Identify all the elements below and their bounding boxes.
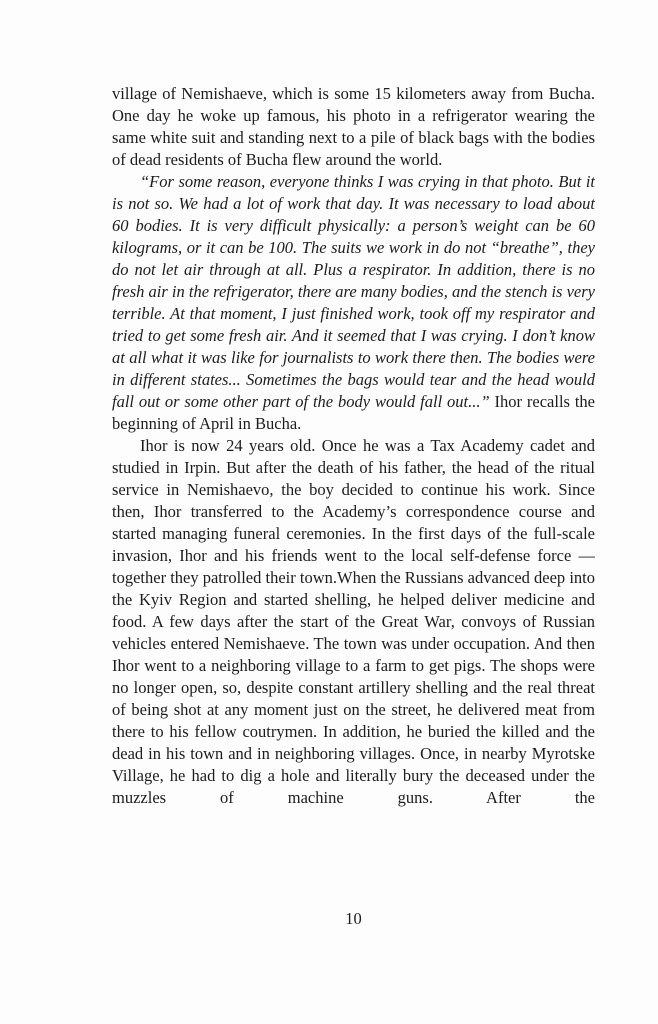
paragraph-biography: Ihor is now 24 years old. Once he was a Tax Academy cadet and studied in Irpin. But after the death of his father, the head of the ritual service in Nemishaevo, the boy decided to continue his work. Since then, Ihor transferred to the Academy’s correspondence course and started managing funeral ceremonies. In the first days of the full-scale invasion, Ihor and his friends went to the local self-defense force —together they patrolled their town.When the Russians advanced deep into the Kyiv Region and started shelling, he helped deliver medicine and food. A few days after the start of the Great War, convoys of Russian vehicles entered Nemishaeve. The town was under occupation. And then Ihor went to a neighboring village to a farm to get pigs. The shops were no longer open, so, despite constant artillery shelling and the real threat of being shot at any moment just on the street, he delivered meat from there to his fellow coutrymen. In addition, he buried the killed and the dead in his town and in neighboring villages. Once, in nearby Myrotske Village, he had to dig a hole and literally bury the deceased under the muzzles of machine guns. After the	[112, 436, 595, 807]
paragraph-quote	[112, 171, 595, 435]
quote-attribution-text: Ihor recalls the beginning of April in Bucha.	[112, 392, 595, 433]
quote-italic-text: “For some reason, everyone thinks I was crying in that photo. But it is not so. We had a lot of work that day. It was necessary to load about 60 bodies. It is very difficult physically: a person’s weight can be 60 kilograms, or it can be 100. The suits we work in do not “breathe”, they do not let air through at all. Plus a respirator. In addition, there is no fresh air in the refrigerator, there are many bodies, and the stench is very terrible. At that moment, I just finished work, took off my respirator and tried to get some fresh air. And it seemed that I was crying. I don’t know at all what it was like for journalists to work there then. The bodies were in different states... Sometimes the bags would tear and the head would fall out or some other part of the body would fall out...”	[112, 172, 595, 411]
page-number: 10	[345, 909, 362, 928]
page-text	[112, 83, 595, 897]
paragraph-continuation: village of Nemishaeve, which is some 15 kilometers away from Bucha. One day he woke up famous, his photo in a refrigerator wearing the same white suit and standing next to a pile of black bags with the bodies of dead residents of Bucha flew around the world.	[112, 84, 595, 169]
